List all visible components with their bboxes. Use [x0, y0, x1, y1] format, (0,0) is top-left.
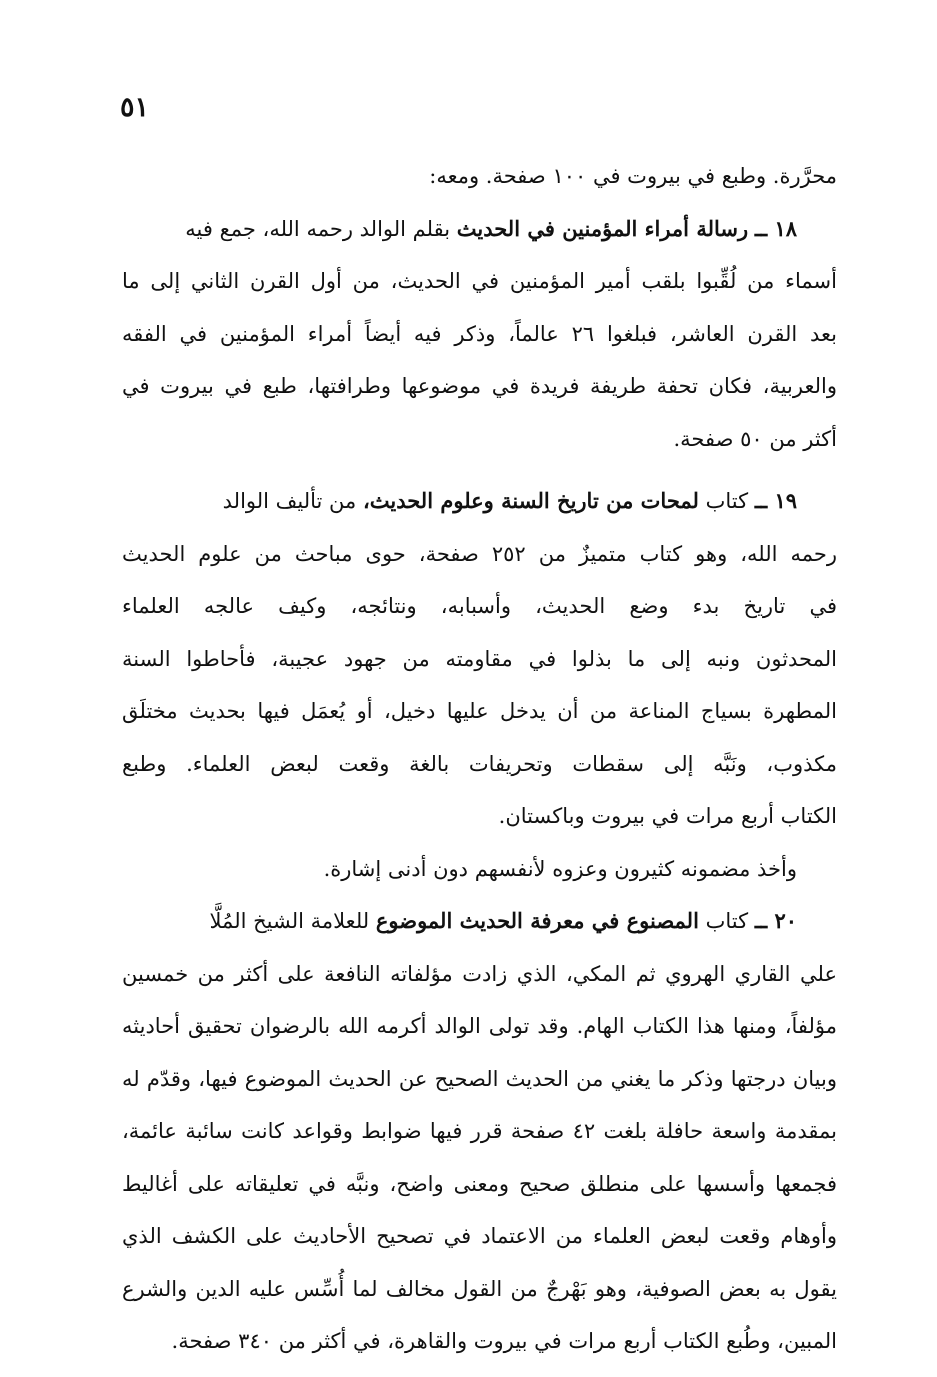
- book-title: رسالة أمراء المؤمنين في الحديث: [456, 215, 749, 241]
- text-line: محرَّرة. وطبع في بيروت في ١٠٠ صفحة. ومعه:: [429, 164, 837, 188]
- text-line: بعد القرن العاشر، فبلغوا ٢٦ عالماً، وذكر فيه أيضاً أمراء المؤمنين في الفقه: [122, 321, 837, 346]
- text-line: [122, 203, 837, 256]
- text-line: في تاريخ بدء وضع الحديث، وأسبابه، ونتائجه، وكيف عالجه العلماء: [122, 594, 837, 618]
- text-line: يقول به بعض الصوفية، وهو بَهْرجٌ من القول مخالف لما أُسِّس عليه الدين والشرع: [122, 1276, 837, 1301]
- page-number: ٥١: [120, 92, 150, 123]
- text-line: الكتاب أربع مرات في بيروت وباكستان.: [498, 804, 837, 828]
- text-line: وأوهام وقعت لبعض العلماء من الاعتماد في تصحيح الأحاديث على الكشف الذي: [122, 1224, 837, 1248]
- text-line: المطهرة بسياج المناعة من أن يدخل عليها دخيل، أو يُعمَل فيها بحديث مختلَق: [122, 699, 837, 723]
- intro-paragraph: [122, 150, 837, 203]
- text-line: رحمه الله، وهو كتاب متميزٌ من ٢٥٢ صفحة، حوى مباحث من علوم الحديث: [122, 541, 837, 566]
- text-line: فجمعها وأسسها على منطلق صحيح ومعنى واضح، ونبَّه في تعليقاته على أغاليط: [122, 1171, 837, 1196]
- text-fragment: كتاب: [705, 489, 749, 513]
- item-number: ١٩ ــ: [754, 488, 797, 513]
- item-19-paragraph: [122, 475, 837, 895]
- book-title: لمحات من تاريخ السنة وعلوم الحديث،: [362, 488, 699, 513]
- text-line: وأخذ مضمونه كثيرون وعزوه لأنفسهم دون أدنى إشارة.: [323, 856, 797, 881]
- text-line: وبيان درجتها وذكر ما يغني من الحديث الصحيح عن الحديث الموضوع فيها، وقدّم له: [122, 1066, 837, 1091]
- text-fragment: بقلم الوالد رحمه الله، جمع فيه: [185, 216, 451, 241]
- item-18-paragraph: [122, 203, 837, 466]
- text-fragment: كتاب: [705, 909, 749, 933]
- text-line: أسماء من لُقِّبوا بلقب أمير المؤمنين في الحديث، من أول القرن الثاني إلى ما: [122, 269, 837, 293]
- text-line: بمقدمة واسعة حافلة بلغت ٤٢ صفحة قرر فيها ضوابط وقواعد كانت سائبة عائمة،: [122, 1119, 837, 1143]
- text-line: المحدثون ونبه إلى ما بذلوا في مقاومته من جهود عجيبة، فأحاطوا السنة: [122, 646, 837, 671]
- item-number: ٢٠ ــ: [754, 908, 797, 933]
- text-line: المبين، وطُبع الكتاب أربع مرات في بيروت والقاهرة، في أكثر من ٣٤٠ صفحة.: [171, 1329, 837, 1353]
- text-line: علي القاري الهروي ثم المكي، الذي زادت مؤلفاته النافعة على أكثر من خمسين: [122, 961, 837, 986]
- text-fragment: للعلامة الشيخ المُلَّا: [209, 909, 370, 933]
- item-number: ١٨ ــ: [754, 215, 797, 241]
- text-line: [122, 895, 837, 948]
- page-body: [122, 150, 837, 1368]
- text-line: أكثر من ٥٠ صفحة.: [673, 426, 837, 451]
- item-20-paragraph: [122, 895, 837, 1368]
- book-title: المصنوع في معرفة الحديث الموضوع: [375, 908, 699, 933]
- text-line: مكذوب، ونَبَّه إلى سقطات وتحريفات بالغة وقعت لبعض العلماء. وطبع: [122, 751, 837, 776]
- text-line: والعربية، فكان تحفة طريفة فريدة في موضوعها وطرافتها، طبع في بيروت في: [122, 374, 837, 398]
- text-fragment: من تأليف الوالد: [222, 489, 357, 513]
- text-line: [122, 475, 837, 528]
- text-line: مؤلفاً، ومنها هذا الكتاب الهام. وقد تولى الوالد أكرمه الله بالرضوان تحقيق أحاديثه: [122, 1014, 837, 1038]
